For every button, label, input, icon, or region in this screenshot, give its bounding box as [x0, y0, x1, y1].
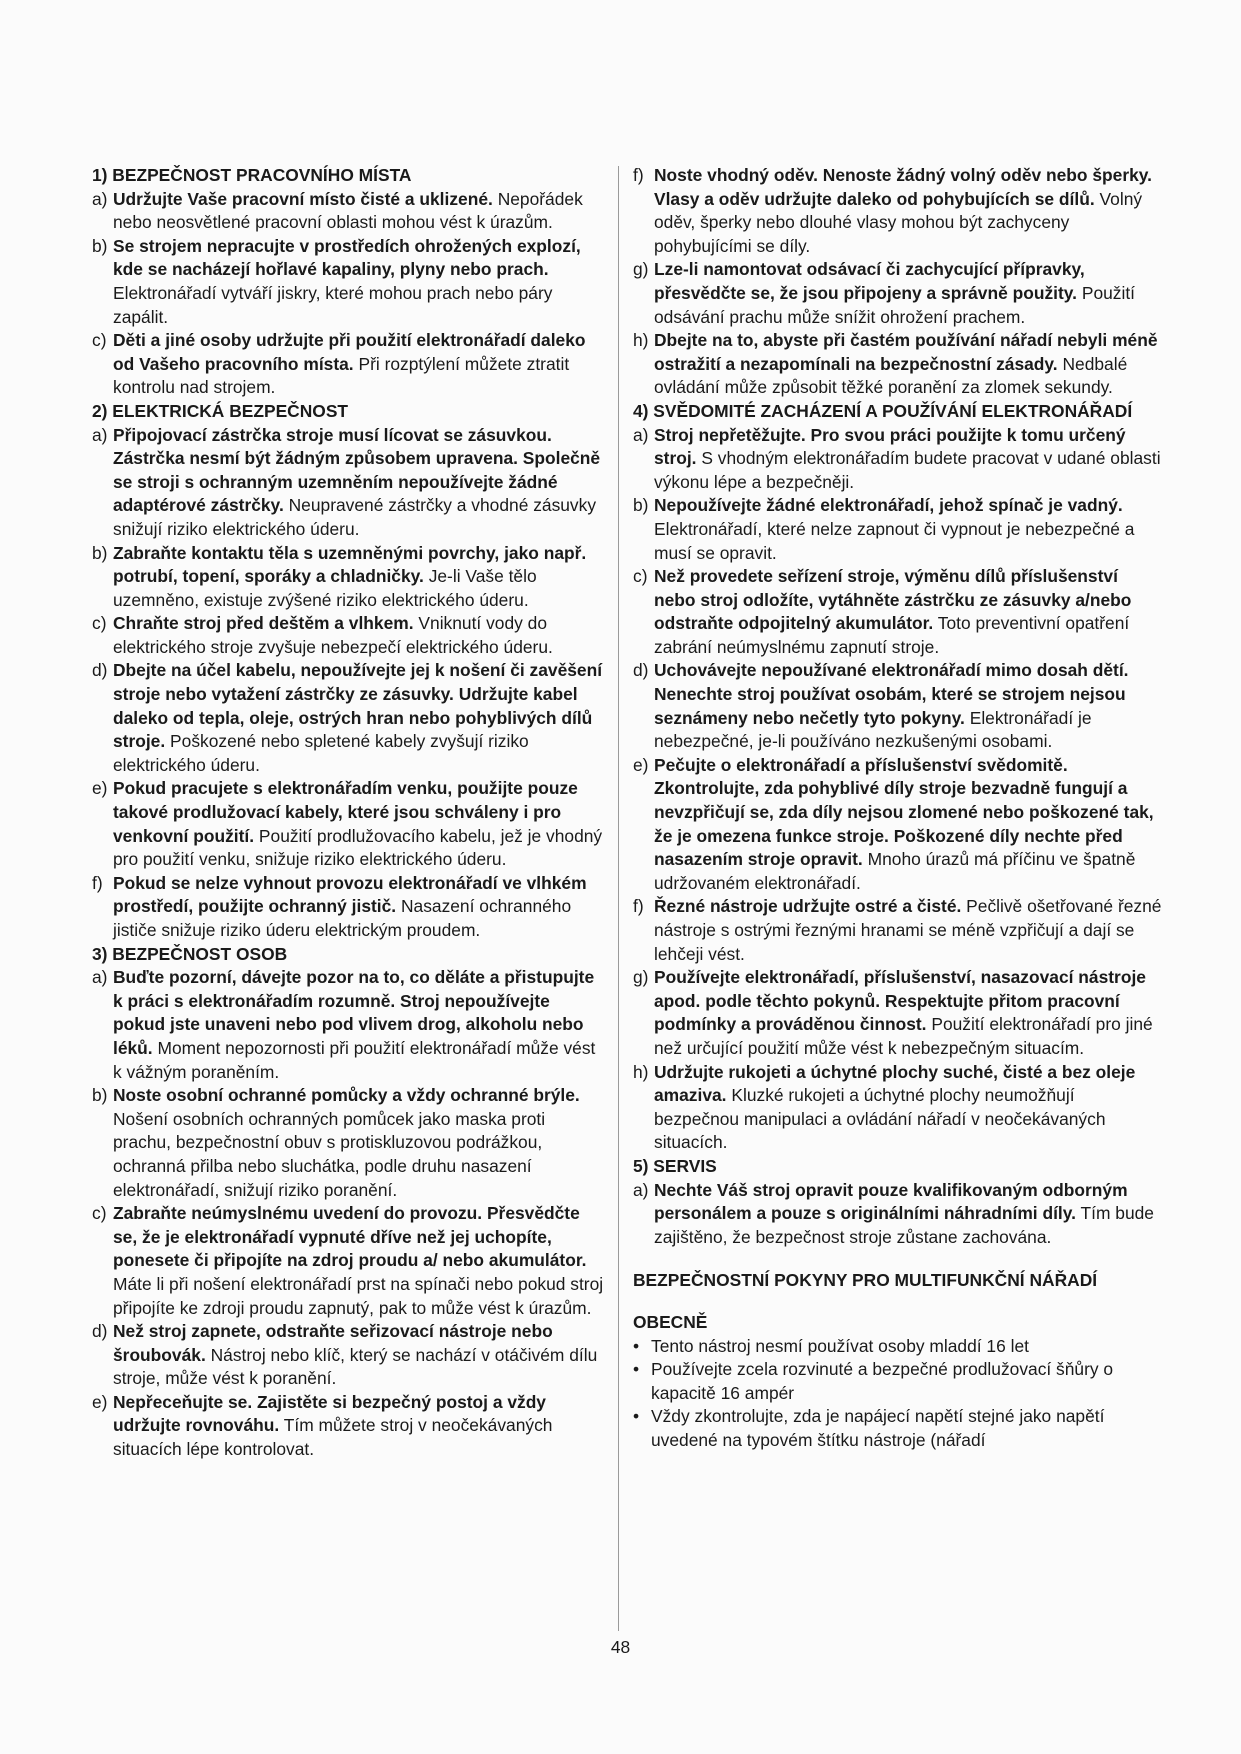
list-item: d) Uchovávejte nepoužívané elektronářadí mimo dosah dětí. Nenechte stroj používat osobám, které se strojem nejsou seznámeny nebo nečetly tyto pokyny. Elektronářadí je nebezpečné, je-li používáno nezkušenými osobami.: [633, 660, 1129, 752]
list-item: g) Lze-li namontovat odsávací či zachycující přípravky, přesvědčte se, že jsou připojeny a správně použity. Použití odsávání prachu může snížit ohrožení prachem.: [633, 259, 1136, 327]
bullet-item: • Tento nástroj nesmí používat osoby mladdí 16 let: [633, 1335, 1163, 1359]
general-heading: OBECNĚ: [633, 1311, 708, 1332]
list-item: d) Než stroj zapnete, odstraňte seřizovací nástroje nebo šroubovák. Nástroj nebo klíč, který se nachází v otáčivém dílu stroje, může vést k poranění.: [92, 1321, 598, 1389]
list-item: b) Zabraňte kontaktu těla s uzemněnými povrchy, jako např. potrubí, topení, sporáky a chladničky. Je-li Vaše tělo uzemněno, existuje zvýšené riziko elektrického úderu.: [92, 542, 587, 610]
list-item: f) Řezné nástroje udržujte ostré a čisté. Pečlivě ošetřované řezné nástroje s ostrými řeznými hranami se méně vzpřičují a dají se lehčeji vést.: [633, 896, 1162, 964]
list-item: e) Pokud pracujete s elektronářadím venku, použijte pouze takové prodlužovací kabely, které jsou schváleny i pro venkovní použití. Použití prodlužovacího kabelu, jež je vhodný pro použití venku, snižuje riziko elektrického úderu.: [92, 778, 603, 870]
list-item: c) Děti a jiné osoby udržujte při použití elektronářadí daleko od Vašeho pracovního místa. Při rozptýlení můžete ztratit kontrolu nad strojem.: [92, 330, 586, 398]
list-item: f) Noste vhodný oděv. Nenoste žádný volný oděv nebo šperky. Vlasy a oděv udržujte daleko od pohybujících se dílů. Volný oděv, šperky nebo dlouhé vlasy mohou být zachyceny pohybujícími se díly.: [633, 165, 1153, 256]
bullet-icon: •: [633, 1406, 640, 1427]
list-item: d) Dbejte na účel kabelu, nepoužívejte jej k nošení či zavěšení stroje nebo vytažení zástrčky ze zásuvky. Udržujte kabel daleko od tepla, oleje, ostrých hran nebo pohyblivých dílů stroje. Poškozené nebo spletené kabely zvyšují riziko elektrického úderu.: [92, 660, 603, 775]
list-item: a) Připojovací zástrčka stroje musí lícovat se zásuvkou. Zástrčka nesmí být žádným způsobem upravena. Společně se stroji s ochranným uzemněním nepoužívejte žádné adaptérové zástrčky. Neupravené zástrčky a vhodné zásuvky snižují riziko elektrického úderu.: [92, 424, 601, 539]
page-number: 48: [610, 1637, 631, 1657]
bullet-item: • Vždy zkontrolujte, zda je napájecí napětí stejné jako napětí uvedené na typovém štítku nástroje (nářadí: [633, 1406, 1105, 1450]
list-item: a) Buďte pozorní, dávejte pozor na to, co děláte a přistupujte k práci s elektronářadím rozumně. Stroj nepoužívejte pokud jste unaveni nebo pod vlivem drog, alkoholu nebo léků. Moment nepozornosti při použití elektronářadí může vést k vážným poraněním.: [92, 967, 596, 1082]
section-heading-personal-safety: 3) BEZPEČNOST OSOB: [92, 943, 288, 964]
spacer: [633, 1249, 1163, 1269]
list-item: h) Dbejte na to, abyste při častém používání nářadí nebyli méně ostražití a nezapomínali na bezpečnostní zásady. Nedbalé ovládání může způsobit těžké poranění za zlomek sekundy.: [633, 330, 1158, 398]
list-item: c) Zabraňte neúmyslnému uvedení do provozu. Přesvědčte se, že je elektronářadí vypnuté dříve než jej uchopíte, ponesete či připojíte na zdroj proudu a/ nebo akumulátor. Máte li při nošení elektronářadí prst na spínači nebo pokud stroj připojíte ke zdroji proudu zapnutý, pak to může vést k úrazům.: [92, 1203, 604, 1318]
column-divider: [618, 166, 619, 1631]
list-item: a) Nechte Váš stroj opravit pouze kvalifikovaným odborným personálem a pouze s originálními náhradními díly. Tím bude zajištěno, že bezpečnost stroje zůstane zachována.: [633, 1179, 1154, 1247]
list-item: a) Udržujte Vaše pracovní místo čisté a uklizené. Nepořádek nebo neosvětlené pracovní oblasti mohou vést k úrazům.: [92, 188, 583, 233]
list-item: c) Než provedete seřízení stroje, výměnu dílů příslušenství nebo stroj odložíte, vytáhněte zástrčku ze zásuvky a/nebo odstraňte odpojitelný akumulátor. Toto preventivní opatření zabrání neúmyslnému zapnutí stroje.: [633, 566, 1132, 657]
list-item: b) Se strojem nepracujte v prostředích ohrožených explozí, kde se nacházejí hořlavé kapaliny, plyny nebo prach. Elektronářadí vytváří jiskry, které mohou prach nebo páry zapálit.: [92, 235, 581, 327]
list-item: e) Nepřeceňujte se. Zajistěte si bezpečný postoj a vždy udržujte rovnováhu. Tím můžete stroj v neočekávaných situacích lépe kontrolovat.: [92, 1391, 553, 1460]
section-heading-service: 5) SERVIS: [633, 1155, 717, 1176]
bullet-item: • Používejte zcela rozvinuté a bezpečné prodlužovací šňůry o kapacitě 16 ampér: [633, 1359, 1114, 1403]
list-item: f) Pokud se nelze vyhnout provozu elektronářadí ve vlhkém prostředí, použijte ochranný jistič. Nasazení ochranného jističe snižuje riziko úderu elektrickým proudem.: [92, 872, 587, 940]
list-item: c) Chraňte stroj před deštěm a vlhkem. Vniknutí vody do elektrického stroje zvyšuje nebezpečí elektrického úderu.: [92, 613, 553, 657]
list-item: e) Pečujte o elektronářadí a příslušenství svědomitě. Zkontrolujte, zda pohyblivé díly stroje bezvadně fungují a nevzpřičují se, zda díly nejsou zlomené nebo poškozené tak, že je omezena funkce stroje. Poškozené díly nechte před nasazením stroje opravit. Mnoho úrazů má příčinu ve špatně udržovaném elektronářadí.: [633, 754, 1154, 893]
section-heading-workplace-safety: 1) BEZPEČNOST PRACOVNÍHO MÍSTA: [92, 165, 412, 185]
safety-instructions-title: BEZPEČNOSTNÍ POKYNY PRO MULTIFUNKČNÍ NÁŘADÍ: [633, 1270, 1098, 1291]
spacer: [633, 1293, 1163, 1311]
section-heading-tool-use: 4) SVĚDOMITÉ ZACHÁZENÍ A POUŽÍVÁNÍ ELEKTRONÁŘADÍ: [633, 400, 1133, 421]
list-item: g) Používejte elektronářadí, příslušenství, nasazovací nástroje apod. podle těchto pokynů. Respektujte přitom pracovní podmínky a prováděnou činnost. Použití elektronářadí pro jiné než určující použití může vést k nebezpečným situacím.: [633, 967, 1153, 1058]
list-item: a) Stroj nepřetěžujte. Pro svou práci použijte k tomu určený stroj. S vhodným elektronářadím budete pracovat v udané oblasti výkonu lépe a bezpečněji.: [633, 424, 1161, 492]
list-item: b) Noste osobní ochranné pomůcky a vždy ochranné brýle. Nošení osobních ochranných pomůcek jako maska proti prachu, bezpečnostní obuv s protiskluzovou podrážkou, ochranná přilba nebo sluchátka, podle druhu nasazení elektronářadí, snižují riziko poranění.: [92, 1085, 580, 1200]
bullet-icon: •: [633, 1359, 640, 1380]
list-item: h) Udržujte rukojeti a úchytné plochy suché, čisté a bez oleje amaziva. Kluzké rukojeti a úchytné plochy neumožňují bezpečnou manipulaci a ovládání nářadí v neočekávaných situacích.: [633, 1061, 1136, 1153]
left-column: [92, 164, 604, 1462]
list-item: b) Nepoužívejte žádné elektronářadí, jehož spínač je vadný. Elektronářadí, které nelze zapnout či vypnout je nebezpečné a musí se opravit.: [633, 495, 1135, 563]
right-column: [633, 164, 1163, 1452]
bullet-icon: •: [633, 1335, 640, 1356]
section-heading-electrical-safety: 2) ELEKTRICKÁ BEZPEČNOST: [92, 400, 349, 421]
